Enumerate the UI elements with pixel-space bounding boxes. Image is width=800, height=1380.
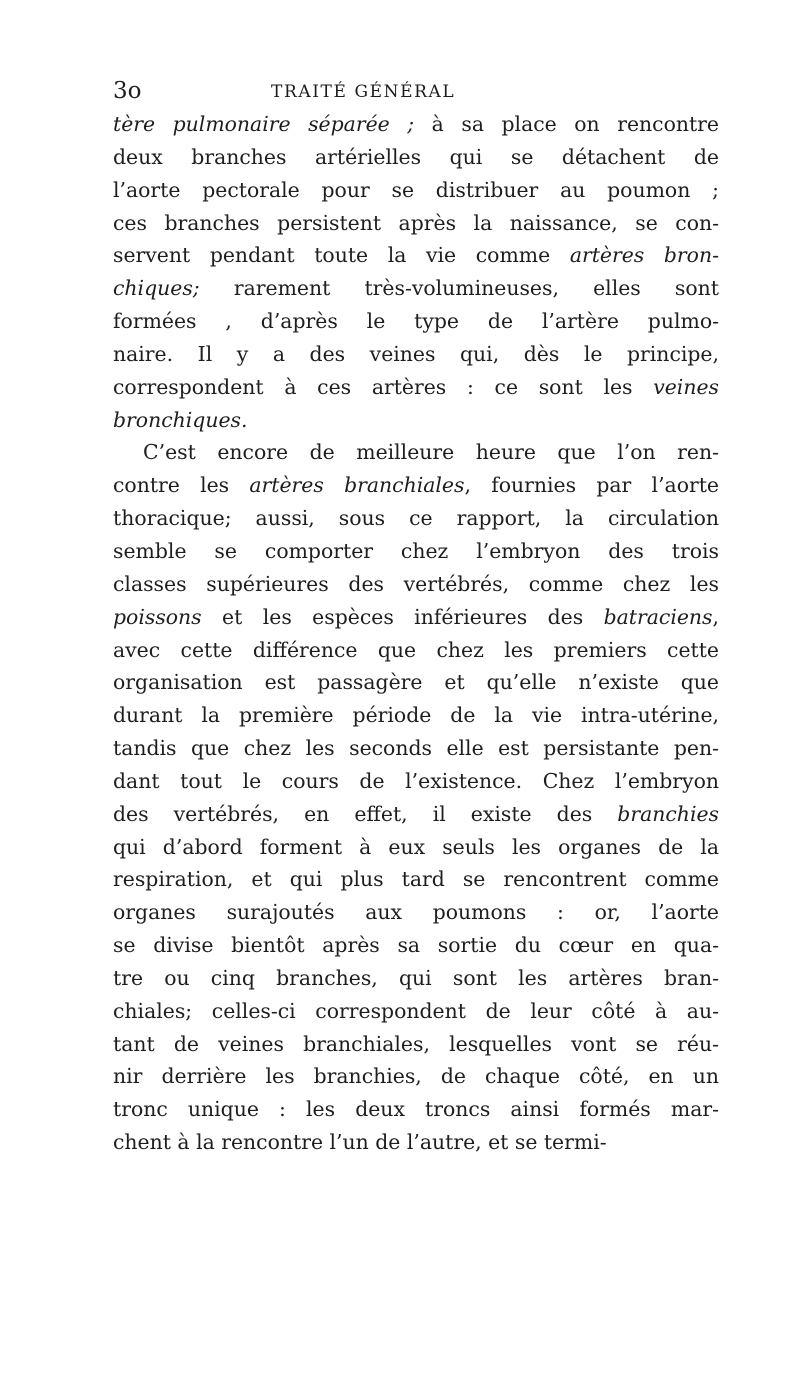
text-line bbox=[113, 1028, 719, 1061]
text-segment: rarement très-volumineuses, elles sont bbox=[199, 276, 719, 301]
italic-text-segment: artères bron- bbox=[569, 243, 719, 268]
text-segment: organisation est passagère et qu’elle n’existe que bbox=[113, 670, 719, 695]
text-line bbox=[113, 371, 719, 404]
text-line bbox=[113, 305, 719, 338]
body-text bbox=[113, 108, 719, 1159]
text-segment: durant la première période de la vie intra-utérine, bbox=[113, 703, 719, 728]
text-segment: C’est encore de meilleure heure que l’on ren- bbox=[143, 440, 719, 465]
running-head bbox=[113, 78, 675, 108]
text-segment: naire. Il y a des veines qui, dès le principe, bbox=[113, 341, 719, 366]
text-line bbox=[113, 535, 719, 568]
text-segment: organes surajoutés aux poumons : or, l’aorte bbox=[113, 900, 719, 925]
text-line bbox=[113, 962, 719, 995]
running-title: TRAITÉ GÉNÉRAL bbox=[271, 82, 456, 102]
text-line bbox=[113, 601, 719, 634]
text-segment: correspondent à ces artères : ce sont les bbox=[113, 374, 654, 399]
text-segment: , fournies par l’aorte bbox=[464, 473, 719, 498]
text-line bbox=[113, 502, 719, 535]
text-segment: contre les bbox=[113, 473, 250, 498]
text-line bbox=[113, 1126, 719, 1159]
text-line bbox=[113, 929, 719, 962]
text-segment: thoracique; aussi, sous ce rapport, la circulation bbox=[113, 506, 719, 531]
text-segment: respiration, et qui plus tard se rencontrent comme bbox=[113, 867, 719, 892]
text-line bbox=[113, 568, 719, 601]
text-line bbox=[113, 765, 719, 798]
text-line bbox=[113, 272, 719, 305]
italic-text-segment: veines bbox=[653, 374, 719, 399]
italic-text-segment: poissons bbox=[113, 604, 202, 629]
text-line bbox=[113, 995, 719, 1028]
italic-text-segment: tère pulmonaire séparée ; bbox=[113, 112, 415, 136]
text-line bbox=[113, 174, 719, 207]
text-line bbox=[113, 699, 719, 732]
text-line bbox=[113, 141, 719, 174]
text-segment: et les espèces inférieures des bbox=[201, 604, 604, 629]
text-line bbox=[113, 469, 719, 502]
text-segment: à sa place on rencontre bbox=[414, 112, 719, 136]
text-line bbox=[113, 1093, 719, 1126]
italic-text-segment: bronchiques. bbox=[113, 407, 248, 432]
text-segment: semble se comporter chez l’embryon des trois bbox=[113, 538, 719, 563]
text-segment: tant de veines branchiales, lesquelles vont se réu- bbox=[113, 1031, 719, 1056]
text-line bbox=[113, 732, 719, 765]
text-line bbox=[113, 207, 719, 240]
text-segment: se divise bientôt après sa sortie du cœur en qua- bbox=[113, 933, 719, 958]
text-line bbox=[113, 798, 719, 831]
text-line bbox=[113, 404, 719, 437]
italic-text-segment: branchies bbox=[617, 801, 719, 826]
text-segment: formées , d’après le type de l’artère pulmo- bbox=[113, 309, 719, 334]
text-segment: tronc unique : les deux troncs ainsi formés mar- bbox=[113, 1097, 719, 1122]
text-line bbox=[113, 239, 719, 272]
text-line bbox=[113, 896, 719, 929]
text-segment: chiales; celles-ci correspondent de leur côté à au- bbox=[113, 998, 719, 1023]
text-segment: avec cette différence que chez les premiers cette bbox=[113, 637, 719, 662]
text-segment: classes supérieures des vertébrés, comme chez les bbox=[113, 571, 719, 596]
text-segment: servent pendant toute la vie comme bbox=[113, 243, 570, 268]
text-segment: tandis que chez les seconds elle est persistante pen- bbox=[113, 736, 719, 761]
text-segment: ces branches persistent après la naissance, se con- bbox=[113, 210, 719, 235]
text-segment: qui d’abord forment à eux seuls les organes de la bbox=[113, 834, 719, 859]
text-line bbox=[113, 436, 719, 469]
italic-text-segment: artères branchiales bbox=[249, 473, 465, 498]
italic-text-segment: chiques; bbox=[113, 276, 200, 301]
text-segment: chent à la rencontre l’un de l’autre, et se termi- bbox=[113, 1130, 607, 1155]
text-line bbox=[113, 831, 719, 864]
text-segment: , bbox=[712, 604, 719, 629]
text-segment: l’aorte pectorale pour se distribuer au poumon ; bbox=[113, 177, 719, 202]
text-segment: dant tout le cours de l’existence. Chez l’embryon bbox=[113, 768, 719, 793]
text-line bbox=[113, 666, 719, 699]
text-segment: deux branches artérielles qui se détachent de bbox=[113, 144, 719, 169]
text-line bbox=[113, 108, 719, 141]
italic-text-segment: batraciens bbox=[603, 604, 713, 629]
text-segment: tre ou cinq branches, qui sont les artères bran- bbox=[113, 965, 719, 990]
text-segment: nir derrière les branchies, de chaque côté, en un bbox=[113, 1064, 719, 1089]
page-number: 3o bbox=[113, 78, 142, 104]
text-line bbox=[113, 634, 719, 667]
text-line bbox=[113, 863, 719, 896]
text-segment: des vertébrés, en effet, il existe des bbox=[113, 801, 618, 826]
text-line bbox=[113, 338, 719, 371]
text-line bbox=[113, 1060, 719, 1093]
